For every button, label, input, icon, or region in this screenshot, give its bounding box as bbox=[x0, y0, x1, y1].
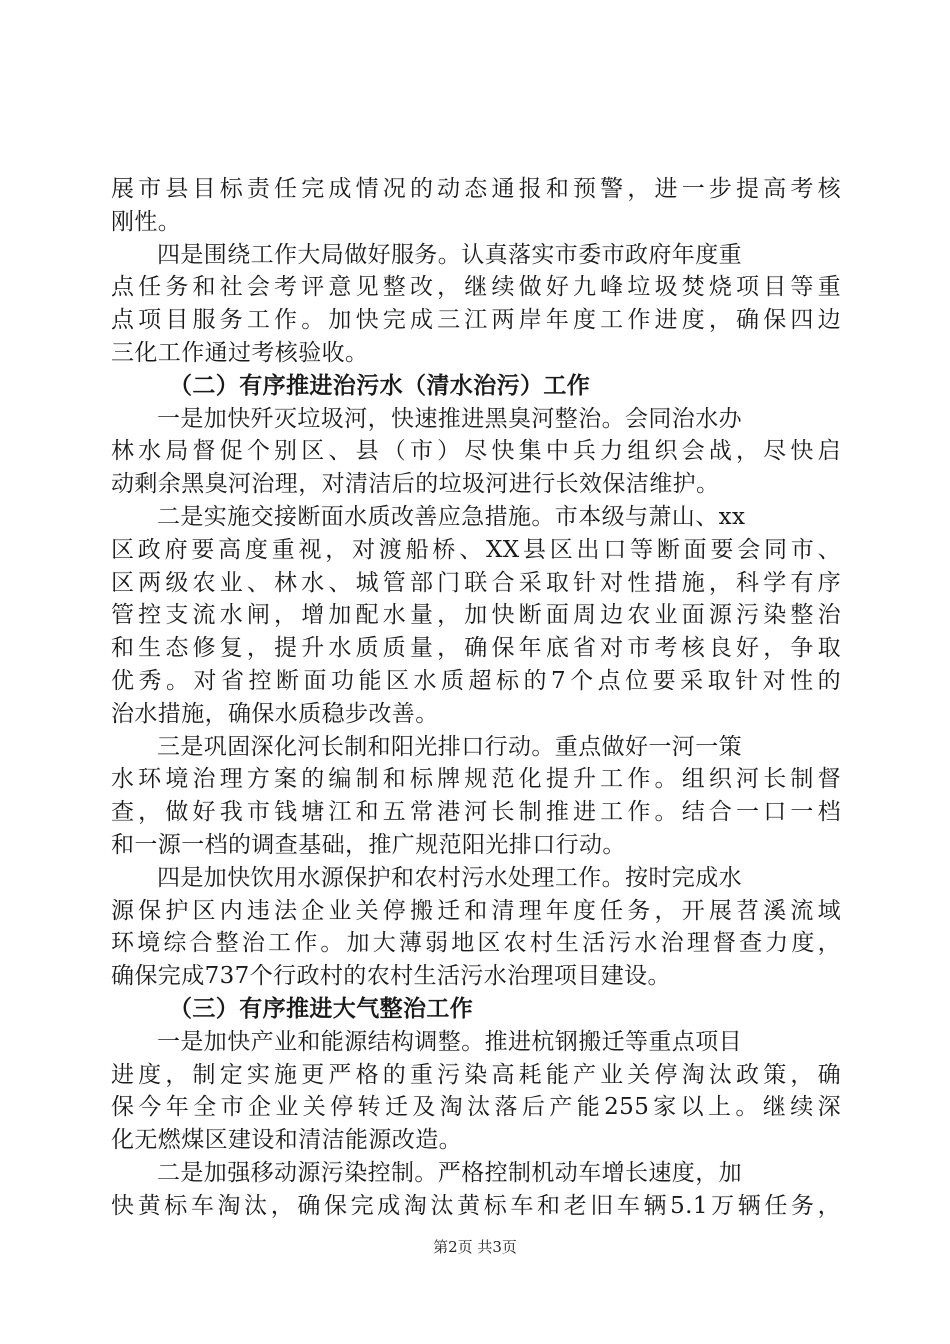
text-line: 查，做好我市钱塘江和五常港河长制推进工作。结合一口一档 bbox=[111, 799, 841, 826]
text-line: 一是加快歼灭垃圾河，快速推进黑臭河整治。会同治水办 bbox=[157, 405, 742, 432]
text-line: 水环境治理方案的编制和标牌规范化提升工作。组织河长制督 bbox=[111, 766, 841, 793]
text-line: 点项目服务工作。加快完成三江两岸年度工作进度，确保四边 bbox=[111, 307, 841, 334]
text-line: 刚性。 bbox=[111, 208, 182, 235]
text-line: 环境综合整治工作。加大薄弱地区农村生活污水治理督查力度， bbox=[111, 930, 841, 957]
section-heading: （三）有序推进大气整治工作 bbox=[169, 995, 474, 1022]
text-line: 治水措施，确保水质稳步改善。 bbox=[111, 700, 439, 727]
text-line: 四是加快饮用水源保护和农村污水处理工作。按时完成水 bbox=[157, 864, 742, 891]
text-line: 三是巩固深化河长制和阳光排口行动。重点做好一河一策 bbox=[157, 733, 742, 760]
text-line: 和生态修复，提升水质质量，确保年底省对市考核良好，争取 bbox=[111, 635, 841, 662]
text-line: 保今年全市企业关停转迁及淘汰落后产能255家以上。继续深 bbox=[111, 1094, 841, 1121]
text-line: 进度，制定实施更严格的重污染高耗能产业关停淘汰政策，确 bbox=[111, 1061, 841, 1088]
text-line: 点任务和社会考评意见整改，继续做好九峰垃圾焚烧项目等重 bbox=[111, 274, 841, 301]
text-line: 和一源一档的调查基础，推广规范阳光排口行动。 bbox=[111, 831, 626, 858]
section-heading: （二）有序推进治污水（清水治污）工作 bbox=[169, 372, 591, 399]
text-line: 动剩余黑臭河治理，对清洁后的垃圾河进行长效保洁维护。 bbox=[111, 471, 720, 498]
text-line: 区政府要高度重视，对渡船桥、XX县区出口等断面要会同市、 bbox=[111, 536, 841, 563]
text-line: 一是加快产业和能源结构调整。推进杭钢搬迁等重点项目 bbox=[157, 1028, 742, 1055]
text-line: 二是实施交接断面水质改善应急措施。市本级与萧山、xx bbox=[157, 503, 746, 530]
text-line: 展市县目标责任完成情况的动态通报和预警，进一步提高考核 bbox=[111, 176, 841, 202]
text-line: 源保护区内违法企业关停搬迁和清理年度任务，开展苕溪流域 bbox=[111, 897, 841, 924]
page-footer: 第2页 共3页 bbox=[433, 1238, 517, 1256]
document-body bbox=[111, 173, 841, 1223]
text-line: 区两级农业、林水、城管部门联合采取针对性措施，科学有序 bbox=[111, 569, 841, 596]
text-line: 优秀。对省控断面功能区水质超标的7个点位要采取针对性的 bbox=[111, 667, 841, 694]
text-line: 确保完成737个行政村的农村生活污水治理项目建设。 bbox=[111, 963, 671, 990]
text-line: 快黄标车淘汰，确保完成淘汰黄标车和老旧车辆5.1万辆任务， bbox=[111, 1192, 841, 1219]
text-line: 化无燃煤区建设和清洁能源改造。 bbox=[111, 1127, 462, 1154]
text-line: 三化工作通过考核验收。 bbox=[111, 339, 369, 366]
text-line: 二是加强移动源污染控制。严格控制机动车增长速度，加 bbox=[157, 1159, 742, 1186]
text-line: 林水局督促个别区、县（市）尽快集中兵力组织会战，尽快启 bbox=[111, 438, 841, 465]
text-line: 四是围绕工作大局做好服务。认真落实市委市政府年度重 bbox=[157, 241, 742, 268]
text-line: 管控支流水闸，增加配水量，加快断面周边农业面源污染整治 bbox=[111, 602, 841, 629]
